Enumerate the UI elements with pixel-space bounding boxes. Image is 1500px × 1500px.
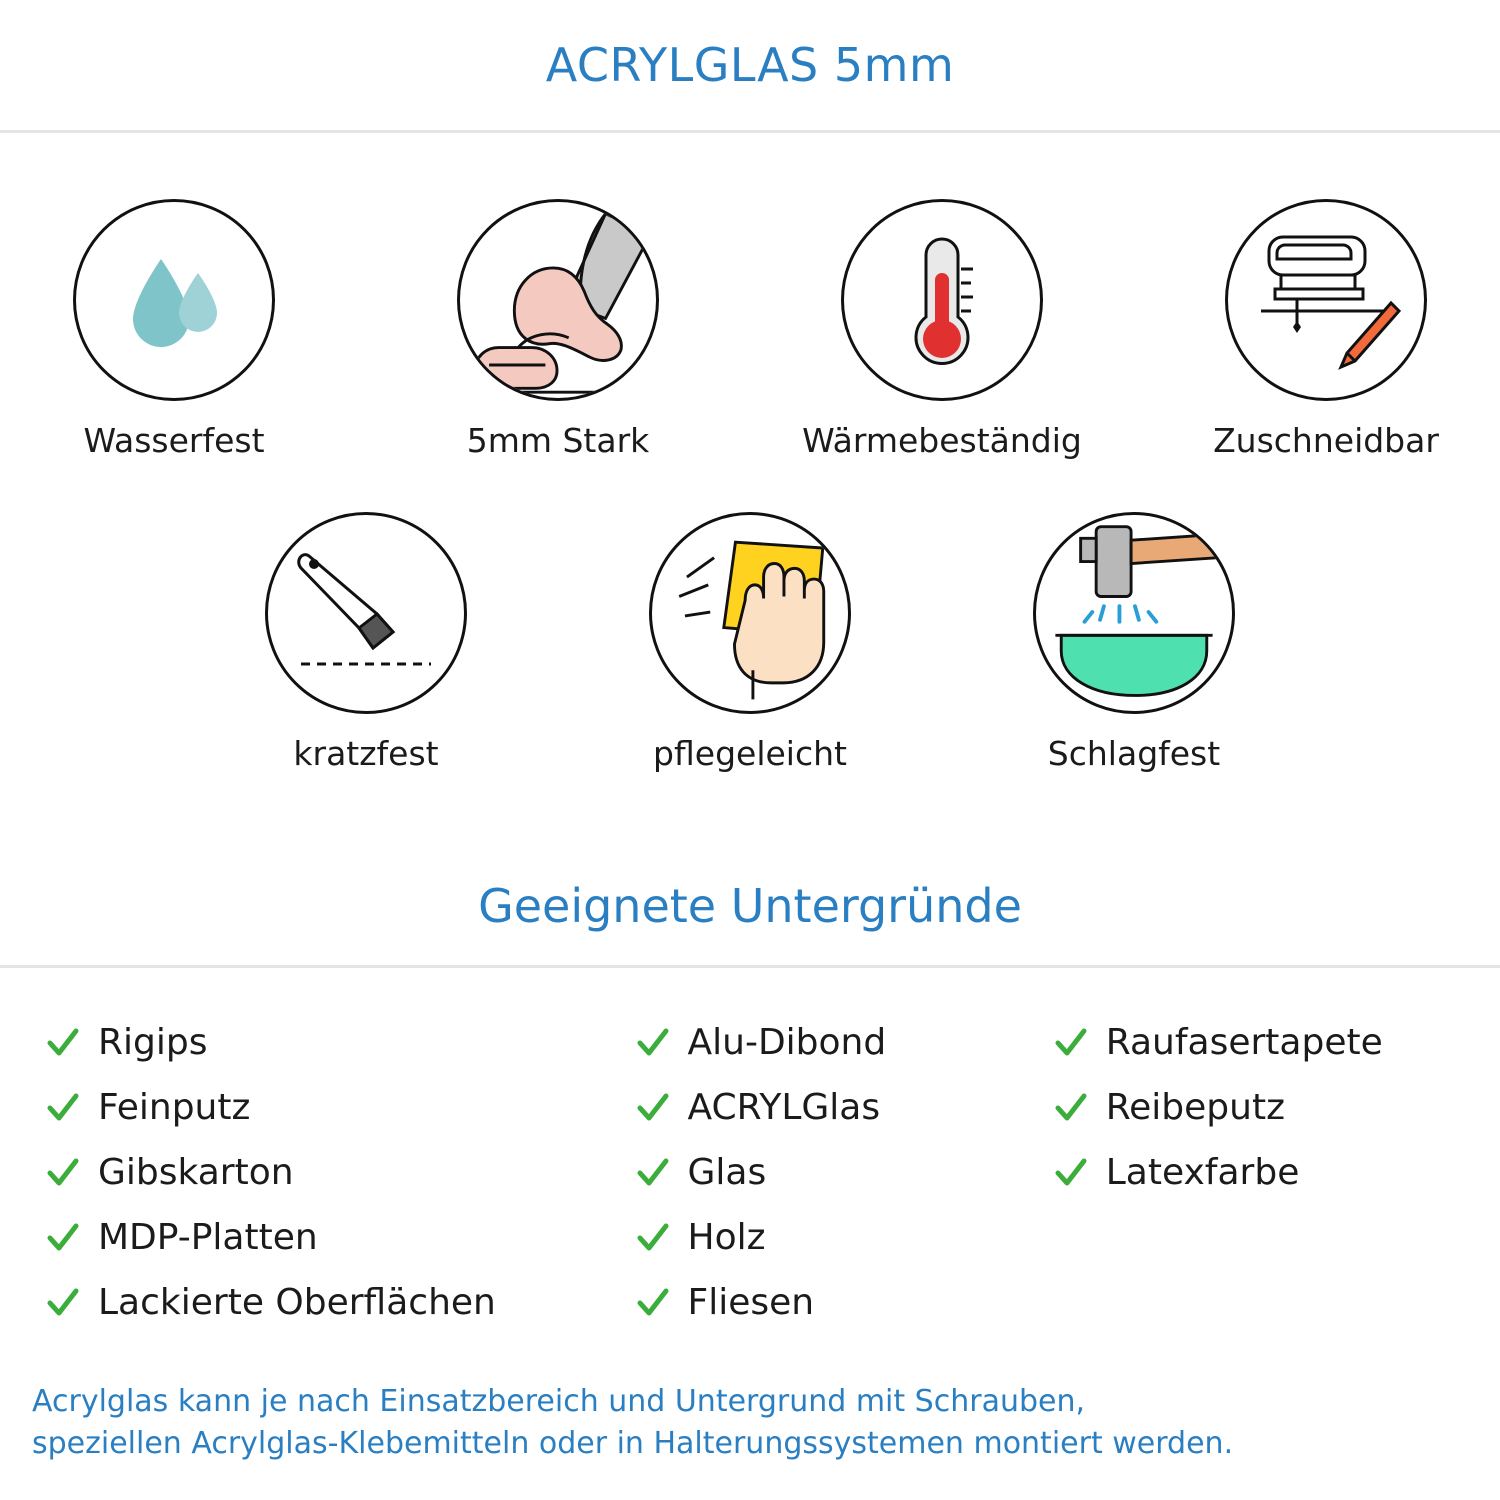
header <box>0 0 1500 130</box>
list-item-label: MDP-Platten <box>98 1217 318 1258</box>
list-item <box>46 1014 636 1071</box>
check-icon <box>636 1286 670 1320</box>
feature-zuschneidbar <box>1186 199 1466 460</box>
feature-label: Wärmebeständig <box>802 421 1082 460</box>
substrates-column-3 <box>1054 1014 1472 1331</box>
list-item <box>46 1274 636 1331</box>
feature-label: Wasserfest <box>83 421 265 460</box>
list-item-label: Lackierte Oberflächen <box>98 1282 496 1323</box>
check-icon <box>46 1221 80 1255</box>
list-item <box>46 1079 636 1136</box>
jigsaw-cutting-icon <box>1241 215 1411 385</box>
check-icon <box>636 1221 670 1255</box>
features-row-2 <box>0 512 1500 773</box>
list-item-label: ACRYLGlas <box>687 1087 881 1128</box>
feature-5mm-stark <box>418 199 698 460</box>
feature-label: 5mm Stark <box>466 421 650 460</box>
feature-icon-circle <box>649 512 851 714</box>
feature-label: Zuschneidbar <box>1213 421 1439 460</box>
footnote <box>32 1381 1468 1464</box>
list-item-label: Feinputz <box>98 1087 251 1128</box>
feature-icon-circle <box>841 199 1043 401</box>
list-item <box>1054 1014 1472 1071</box>
list-item-label: Latexfarbe <box>1105 1152 1300 1193</box>
feature-waermebestaendig <box>802 199 1082 460</box>
check-icon <box>46 1156 80 1190</box>
list-item <box>636 1144 1054 1201</box>
features-row-1 <box>0 199 1500 460</box>
footnote-line-1: Acrylglas kann je nach Einsatzbereich und Untergrund mit Schrauben, <box>32 1384 1086 1420</box>
list-item-label: Raufasertapete <box>1105 1022 1383 1063</box>
water-drops-icon <box>99 225 249 375</box>
footnote-line-2: speziellen Acrylglas-Klebemitteln oder in Halterungssystemen montiert werden. <box>32 1425 1234 1461</box>
list-item-label: Glas <box>687 1152 767 1193</box>
check-icon <box>636 1091 670 1125</box>
check-icon <box>46 1026 80 1060</box>
list-item-label: Alu-Dibond <box>687 1022 887 1063</box>
list-item <box>46 1144 636 1201</box>
list-item-label: Reibeputz <box>1105 1087 1285 1128</box>
features-section <box>0 133 1500 773</box>
substrates-column-1 <box>28 1014 636 1331</box>
feature-icon-circle <box>265 512 467 714</box>
feature-label: pflegeleicht <box>653 734 847 773</box>
hammer-impact-icon <box>1036 512 1232 714</box>
section-title-untergruende: Geeignete Untergründe <box>478 879 1022 933</box>
check-icon <box>1054 1026 1088 1060</box>
feature-wasserfest <box>34 199 314 460</box>
list-item-label: Fliesen <box>687 1282 815 1323</box>
list-item-label: Holz <box>687 1217 766 1258</box>
feature-icon-circle <box>1225 199 1427 401</box>
list-item <box>46 1209 636 1266</box>
list-item <box>636 1274 1054 1331</box>
check-icon <box>1054 1091 1088 1125</box>
check-icon <box>636 1026 670 1060</box>
check-icon <box>46 1286 80 1320</box>
feature-icon-circle <box>457 199 659 401</box>
hand-cloth-wipe-icon <box>652 512 848 714</box>
list-item-label: Gibskarton <box>98 1152 294 1193</box>
feature-pflegeleicht <box>610 512 890 773</box>
substrates-column-2 <box>636 1014 1054 1331</box>
list-item <box>636 1209 1054 1266</box>
thermometer-icon <box>867 225 1017 375</box>
list-item-label: Rigips <box>98 1022 208 1063</box>
check-icon <box>46 1091 80 1125</box>
knife-scratch-icon <box>281 528 451 698</box>
list-item <box>636 1079 1054 1136</box>
feature-schlagfest <box>994 512 1274 773</box>
feature-kratzfest <box>226 512 506 773</box>
check-icon <box>1054 1156 1088 1190</box>
feature-label: Schlagfest <box>1047 734 1221 773</box>
feature-icon-circle <box>1033 512 1235 714</box>
feature-icon-circle <box>73 199 275 401</box>
check-icon <box>636 1156 670 1190</box>
flexing-arm-icon <box>460 199 656 401</box>
page-title: ACRYLGLAS 5mm <box>545 38 955 92</box>
list-item <box>1054 1144 1472 1201</box>
substrates-list <box>0 968 1500 1331</box>
feature-label: kratzfest <box>293 734 439 773</box>
list-item <box>636 1014 1054 1071</box>
list-item <box>1054 1079 1472 1136</box>
